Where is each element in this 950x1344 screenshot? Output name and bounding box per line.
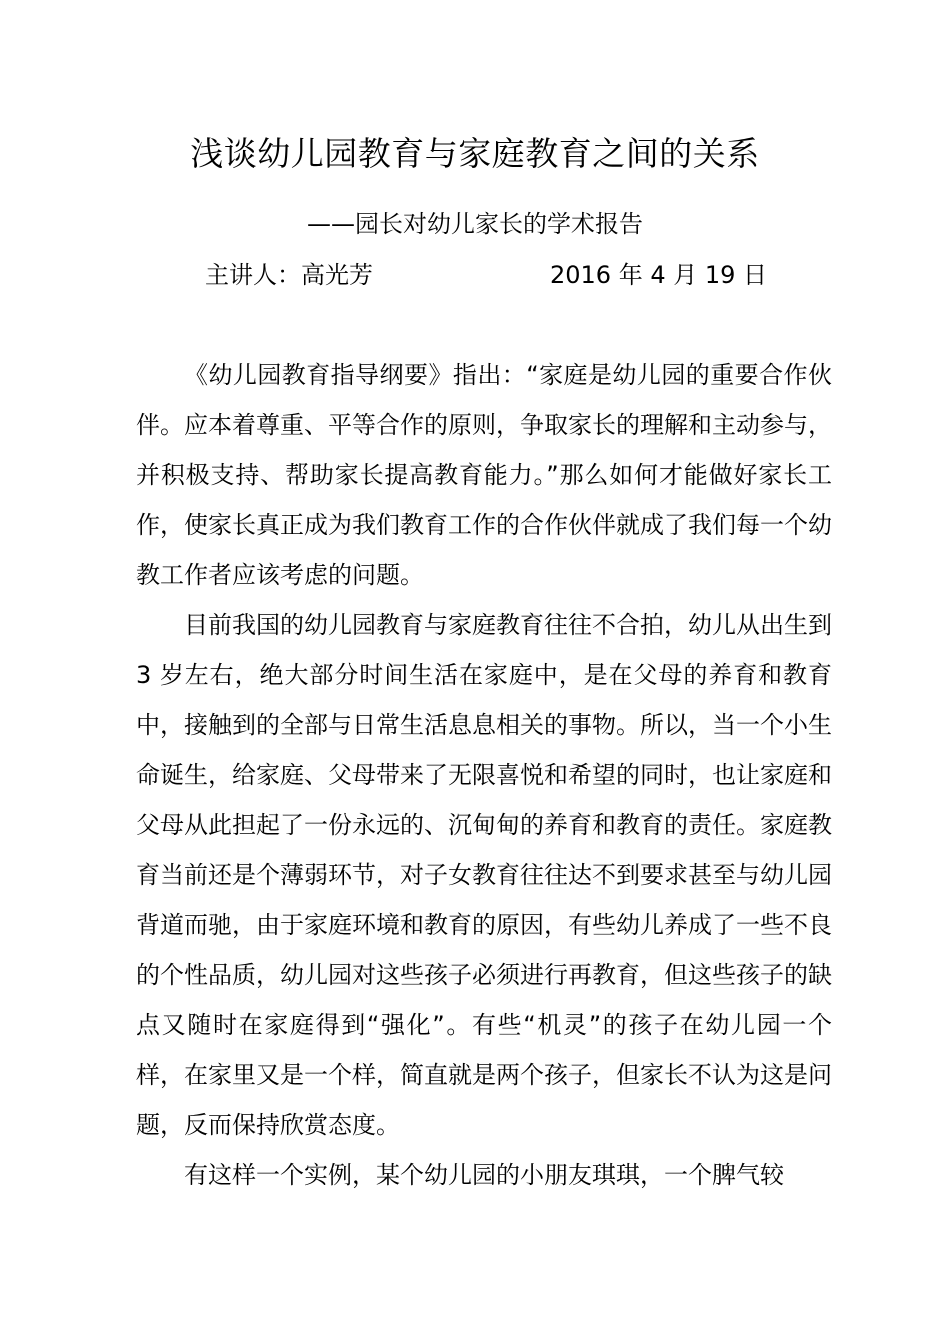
paragraph-3: 有这样一个实例，某个幼儿园的小朋友琪琪，一个脾气较 <box>184 1161 784 1189</box>
speaker-name: 主讲人：高光芳 <box>205 261 373 289</box>
document-subtitle: ——园长对幼儿家长的学术报告 <box>307 210 643 238</box>
report-date: 2016 年 4 月 19 日 <box>550 261 768 289</box>
speaker-date-line <box>0 253 950 297</box>
paragraph-1: 《幼儿园教育指导纲要》指出：“家庭是幼儿园的重要合作伙伴。应本着尊重、平等合作的原则，争取家长的理解和主动参与，并积极支持、帮助家长提高教育能力。”那么如何才能做好家长工作，使家长真正成为我们教育工作的合作伙伴就成了我们每一个幼教工作者应该考虑的问题。 <box>136 361 832 589</box>
body-text <box>136 350 832 1200</box>
document-title: 浅谈幼儿园教育与家庭教育之间的关系 <box>190 134 760 173</box>
paragraph-2: 目前我国的幼儿园教育与家庭教育往往不合拍，幼儿从出生到 3 岁左右，绝大部分时间生活在家庭中，是在父母的养育和教育中，接触到的全部与日常生活息息相关的事物。所以，当一个小生命诞生，给家庭、父母带来了无限喜悦和希望的同时，也让家庭和父母从此担起了一份永远的、沉甸甸的养育和教育的责任。家庭教育当前还是个薄弱环节，对子女教育往往达不到要求甚至与幼儿园背道而驰，由于家庭环境和教育的原因，有些幼儿养成了一些不良的个性品质，幼儿园对这些孩子必须进行再教育，但这些孩子的缺点又随时在家庭得到“强化”。有些“机灵”的孩子在幼儿园一个样，在家里又是一个样，简直就是两个孩子，但家长不认为这是问题，反而保持欣赏态度。 <box>136 611 832 1139</box>
